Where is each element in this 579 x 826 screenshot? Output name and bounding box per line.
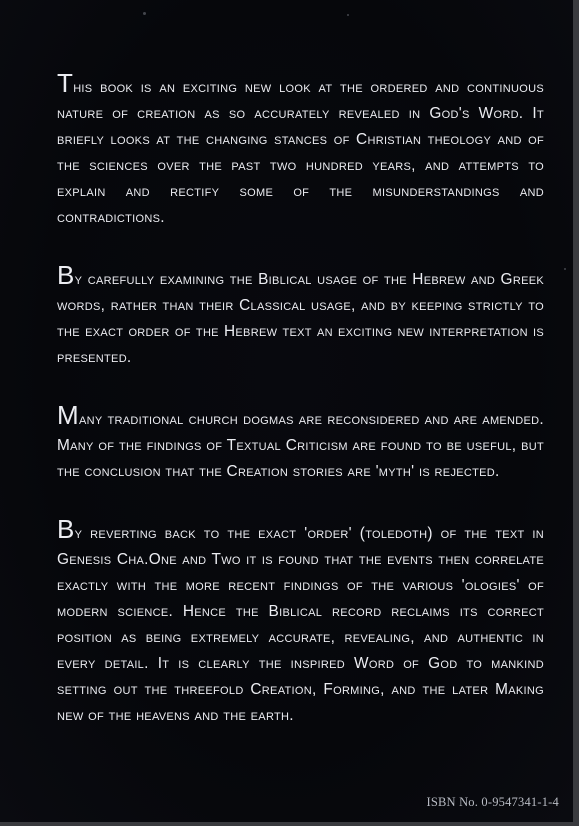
blurb-paragraph-2: By carefully examining the Biblical usage of the Hebrew and Greek words, rather than their Classical usage, and by keeping strictly to the exact order of the Hebrew text an exciting new interpretation is presented.	[57, 260, 544, 366]
blurb-paragraph-3: Many traditional church dogmas are reconsidered and are amended. Many of the findings of Textual Criticism are found to be useful, but the conclusion that the Creation stories are 'myth' is rejected.	[57, 400, 544, 480]
blurb-paragraph-1: This book is an exciting new look at the ordered and continuous nature of creation as so accurately revealed in God's Word. It briefly looks at the changing stances of Christian theology and of the sciences over the past two hundred years, and attempts to explain and rectify some of the misunderstandings and contradictions.	[57, 68, 544, 226]
isbn-number: ISBN No. 0-9547341-1-4	[426, 795, 559, 809]
blurb-paragraph-4: By reverting back to the exact 'order' (toledoth) of the text in Genesis Cha.One and Two it is found that the events then correlate exactly with the more recent findings of the various 'ologies' of modern science. Hence the Biblical record reclaims its correct position as being extremely accurate, revealing, and authentic in every detail. It is clearly the inspired Word of God to mankind setting out the threefold Creation, Forming, and the later Making new of the heavens and the earth.	[57, 514, 544, 724]
dust-speck	[143, 12, 146, 15]
dust-speck	[564, 268, 566, 270]
dust-speck	[347, 14, 349, 16]
blurb	[57, 70, 544, 760]
